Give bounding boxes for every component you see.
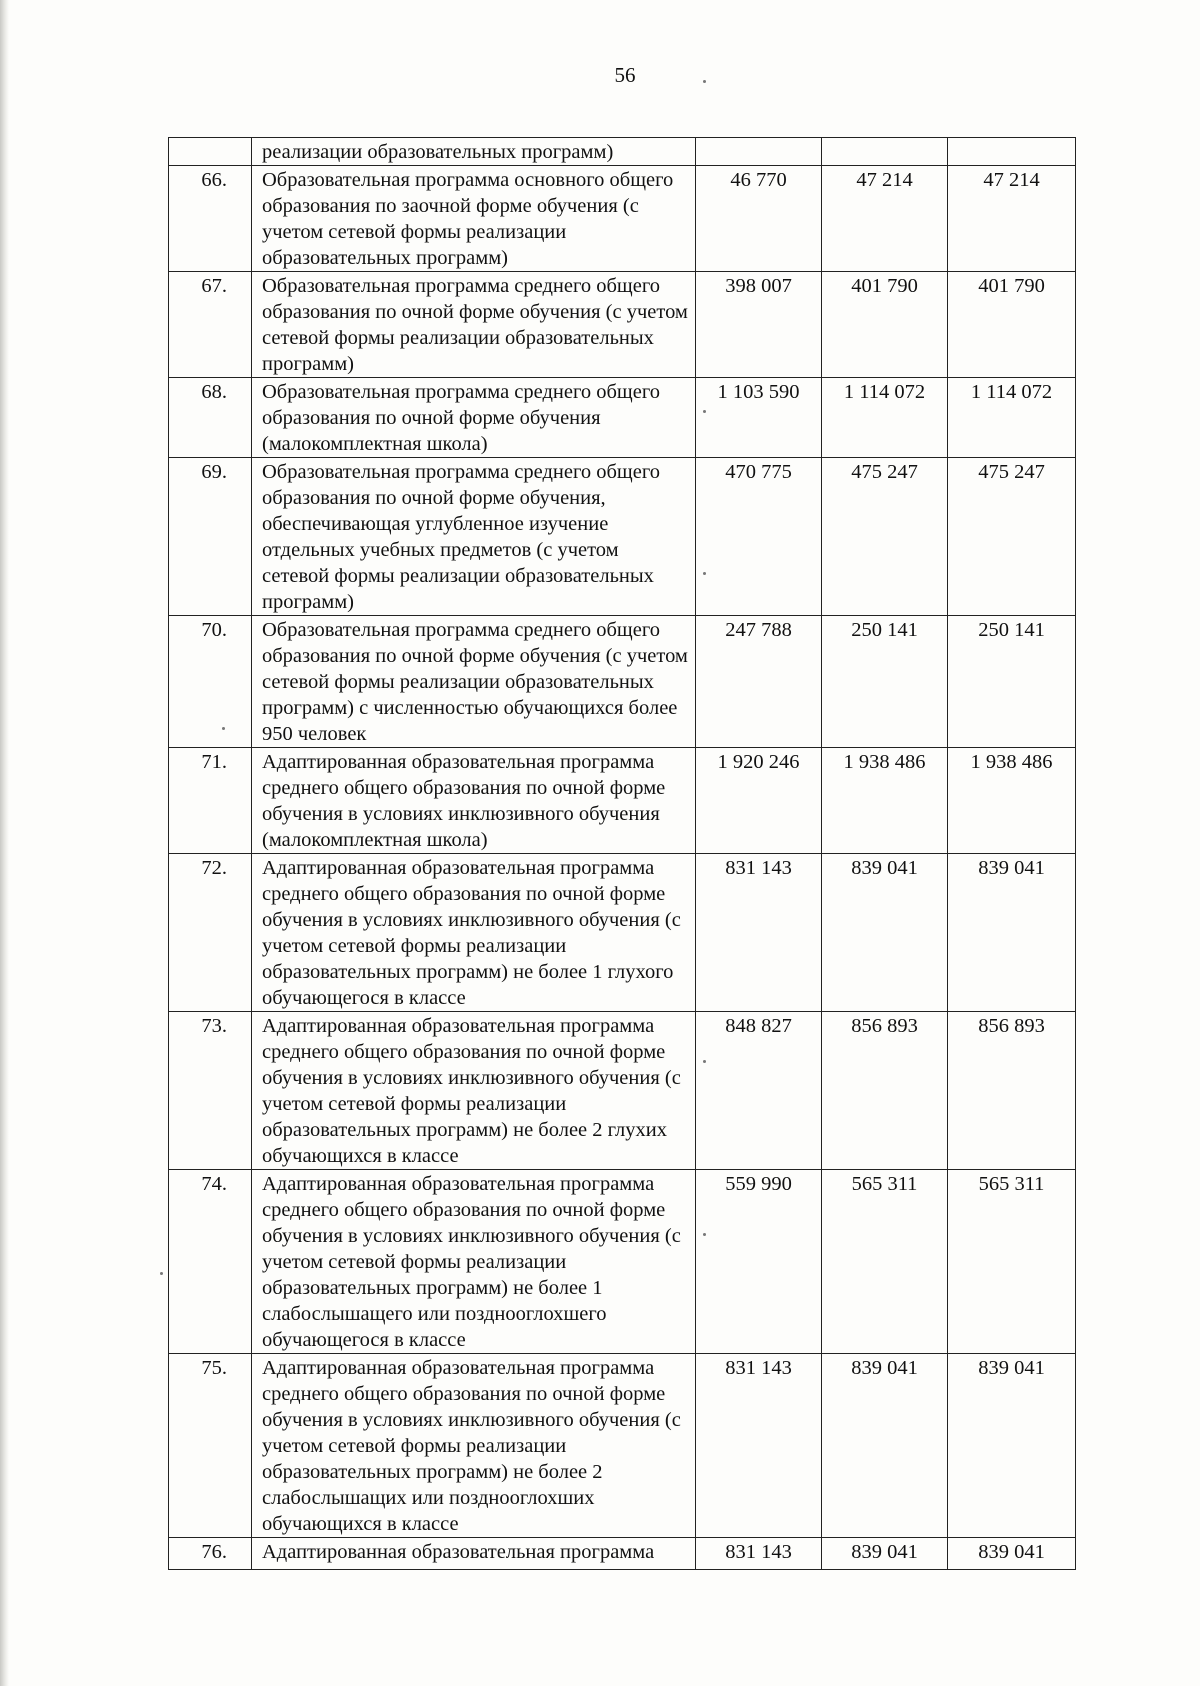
- row-number: 74.: [169, 1170, 252, 1354]
- program-name: реализации образовательных программ): [252, 138, 696, 166]
- program-name: Образовательная программа среднего общего образования по очной форме обучения (малокомплектная школа): [252, 378, 696, 458]
- table-row: [169, 166, 1076, 272]
- row-number: 71.: [169, 748, 252, 854]
- page-number: 56: [614, 63, 636, 87]
- value-3: 1 938 486: [948, 748, 1076, 854]
- value-2: 1 938 486: [822, 748, 948, 854]
- table-row: [169, 458, 1076, 616]
- program-name: Образовательная программа среднего общего образования по очной форме обучения (с учетом сетевой формы реализации образовательных программ) с численностью обучающихся более 950 человек: [252, 616, 696, 748]
- table-row: [169, 1354, 1076, 1538]
- program-name: Адаптированная образовательная программа среднего общего образования по очной форме обучения в условиях инклюзивного обучения (малокомплектная школа): [252, 748, 696, 854]
- value-2: 47 214: [822, 166, 948, 272]
- value-2: 250 141: [822, 616, 948, 748]
- value-2: 475 247: [822, 458, 948, 616]
- value-2: 401 790: [822, 272, 948, 378]
- program-name: Адаптированная образовательная программа: [252, 1538, 696, 1570]
- value-3: 839 041: [948, 854, 1076, 1012]
- value-3: 856 893: [948, 1012, 1076, 1170]
- value-3: 839 041: [948, 1354, 1076, 1538]
- program-name: Адаптированная образовательная программа среднего общего образования по очной форме обучения в условиях инклюзивного обучения (с учетом сетевой формы реализации образовательных программ) не более 1 слабослышащего или позднооглохшего обучающегося в классе: [252, 1170, 696, 1354]
- value-1: 831 143: [696, 1538, 822, 1570]
- program-name: Образовательная программа среднего общего образования по очной форме обучения, обеспечивающая углубленное изучение отдельных учебных предметов (с учетом сетевой формы реализации образовательных программ): [252, 458, 696, 616]
- scan-speck: [703, 80, 706, 83]
- program-name: Образовательная программа основного общего образования по заочной форме обучения (с учетом сетевой формы реализации образовательных программ): [252, 166, 696, 272]
- value-1: 470 775: [696, 458, 822, 616]
- value-1: 1 103 590: [696, 378, 822, 458]
- scan-speck: [703, 1233, 706, 1236]
- norms-table: [168, 137, 1076, 1570]
- table-row: [169, 616, 1076, 748]
- value-1: 46 770: [696, 166, 822, 272]
- value-2: 839 041: [822, 854, 948, 1012]
- scan-speck: [703, 410, 706, 413]
- row-number: 67.: [169, 272, 252, 378]
- value-2: 839 041: [822, 1354, 948, 1538]
- value-1: 831 143: [696, 1354, 822, 1538]
- value-3: 839 041: [948, 1538, 1076, 1570]
- value-3: 250 141: [948, 616, 1076, 748]
- norms-table-body: [169, 138, 1076, 1570]
- table-row: [169, 378, 1076, 458]
- value-2: 856 893: [822, 1012, 948, 1170]
- value-3: [948, 138, 1076, 166]
- scan-speck: [222, 727, 225, 730]
- program-name: Образовательная программа среднего общего образования по очной форме обучения (с учетом сетевой формы реализации образовательных программ): [252, 272, 696, 378]
- value-1: 398 007: [696, 272, 822, 378]
- value-1: 1 920 246: [696, 748, 822, 854]
- scan-speck: [703, 1060, 706, 1063]
- row-number: 75.: [169, 1354, 252, 1538]
- value-3: 1 114 072: [948, 378, 1076, 458]
- value-3: 47 214: [948, 166, 1076, 272]
- table-row: [169, 1538, 1076, 1570]
- table-row: [169, 272, 1076, 378]
- scan-speck: [160, 1272, 163, 1275]
- scan-edge-shadow: [0, 0, 9, 1686]
- row-number: 73.: [169, 1012, 252, 1170]
- value-1: [696, 138, 822, 166]
- value-3: 401 790: [948, 272, 1076, 378]
- scan-speck: [703, 572, 706, 575]
- row-number: 70.: [169, 616, 252, 748]
- row-number: 76.: [169, 1538, 252, 1570]
- row-number: 69.: [169, 458, 252, 616]
- program-name: Адаптированная образовательная программа среднего общего образования по очной форме обучения в условиях инклюзивного обучения (с учетом сетевой формы реализации образовательных программ) не более 1 глухого обучающегося в классе: [252, 854, 696, 1012]
- table-row: [169, 748, 1076, 854]
- table-row: [169, 854, 1076, 1012]
- value-1: 831 143: [696, 854, 822, 1012]
- value-2: 839 041: [822, 1538, 948, 1570]
- table-row: [169, 1170, 1076, 1354]
- row-number: [169, 138, 252, 166]
- program-name: Адаптированная образовательная программа среднего общего образования по очной форме обучения в условиях инклюзивного обучения (с учетом сетевой формы реализации образовательных программ) не более 2 глухих обучающихся в классе: [252, 1012, 696, 1170]
- value-1: 247 788: [696, 616, 822, 748]
- value-2: 1 114 072: [822, 378, 948, 458]
- value-3: 565 311: [948, 1170, 1076, 1354]
- row-number: 66.: [169, 166, 252, 272]
- value-1: 559 990: [696, 1170, 822, 1354]
- value-3: 475 247: [948, 458, 1076, 616]
- value-1: 848 827: [696, 1012, 822, 1170]
- value-2: [822, 138, 948, 166]
- value-2: 565 311: [822, 1170, 948, 1354]
- row-number: 72.: [169, 854, 252, 1012]
- program-name: Адаптированная образовательная программа среднего общего образования по очной форме обучения в условиях инклюзивного обучения (с учетом сетевой формы реализации образовательных программ) не более 2 слабослышащих или позднооглохших обучающихся в классе: [252, 1354, 696, 1538]
- table-row-continued: [169, 138, 1076, 166]
- row-number: 68.: [169, 378, 252, 458]
- table-row: [169, 1012, 1076, 1170]
